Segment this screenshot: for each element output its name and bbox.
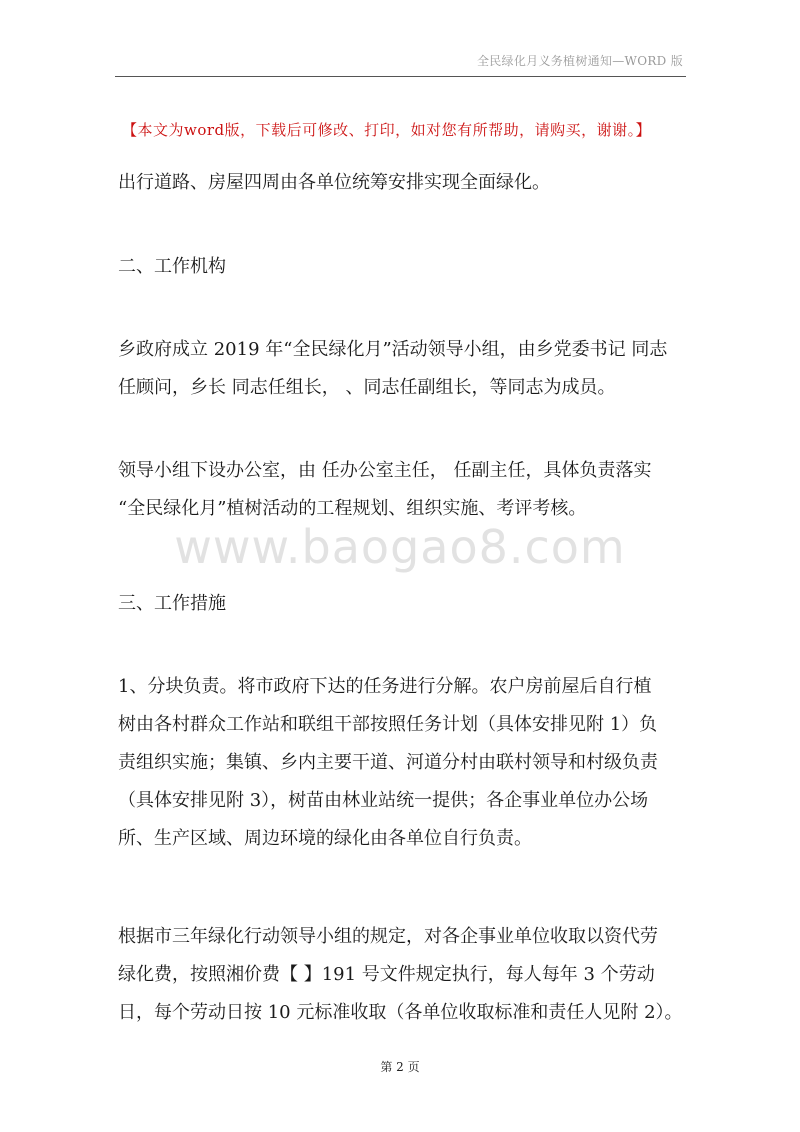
running-header: 全民绿化月义务植树通知—WORD 版 xyxy=(476,54,683,68)
text-line: 出行道路、房屋四周由各单位统筹安排实现全面绿化。 xyxy=(118,172,550,193)
text-line: （具体安排见附 3），树苗由林业站统一提供；各企事业单位办公场 xyxy=(118,790,649,811)
text-line: 三、工作措施 xyxy=(118,593,226,614)
purchase-notice: 【本文为word版，下载后可修改、打印，如对您有所帮助，请购买，谢谢。】 xyxy=(122,121,652,139)
paragraph-fees xyxy=(118,918,698,1032)
text-line: 二、工作机构 xyxy=(118,256,226,277)
text-line: 任顾问，乡长 同志任组长， 、同志任副组长，等同志为成员。 xyxy=(118,377,616,398)
text-line: 所、生产区域、周边环境的绿化由各单位自行负责。 xyxy=(118,828,532,849)
text-line: 乡政府成立 2019 年“全民绿化月”活动领导小组，由乡党委书记 同志 xyxy=(118,339,668,360)
watermark: www.baogao8.com xyxy=(174,520,626,574)
text-line: 领导小组下设办公室，由 任办公室主任， 任副主任，具体负责落实 xyxy=(118,460,652,481)
paragraph-intro xyxy=(118,164,698,202)
text-line: “全民绿化月”植树活动的工程规划、组织实施、考评考核。 xyxy=(118,498,587,519)
paragraph-office xyxy=(118,452,698,528)
section-heading-organization xyxy=(118,248,698,286)
text-line: 绿化费，按照湘价费【 】191 号文件规定执行，每人每年 3 个劳动 xyxy=(118,964,655,985)
section-heading-measures xyxy=(118,585,698,623)
paragraph-leading-group xyxy=(118,331,698,407)
text-line: 1、分块负责。将市政府下达的任务进行分解。农户房前屋后自行植 xyxy=(118,676,652,697)
header-divider xyxy=(115,76,686,77)
text-line: 日，每个劳动日按 10 元标准收取（各单位收取标准和责任人见附 2）。 xyxy=(118,1002,683,1023)
page-number: 第 2 页 xyxy=(380,1060,420,1074)
text-line: 树由各村群众工作站和联组干部按照任务计划（具体安排见附 1）负 xyxy=(118,714,658,735)
paragraph-responsibility xyxy=(118,668,698,858)
text-line: 根据市三年绿化行动领导小组的规定，对各企事业单位收取以资代劳 xyxy=(118,926,658,947)
text-line: 责组织实施；集镇、乡内主要干道、河道分村由联村领导和村级负责 xyxy=(118,752,658,773)
